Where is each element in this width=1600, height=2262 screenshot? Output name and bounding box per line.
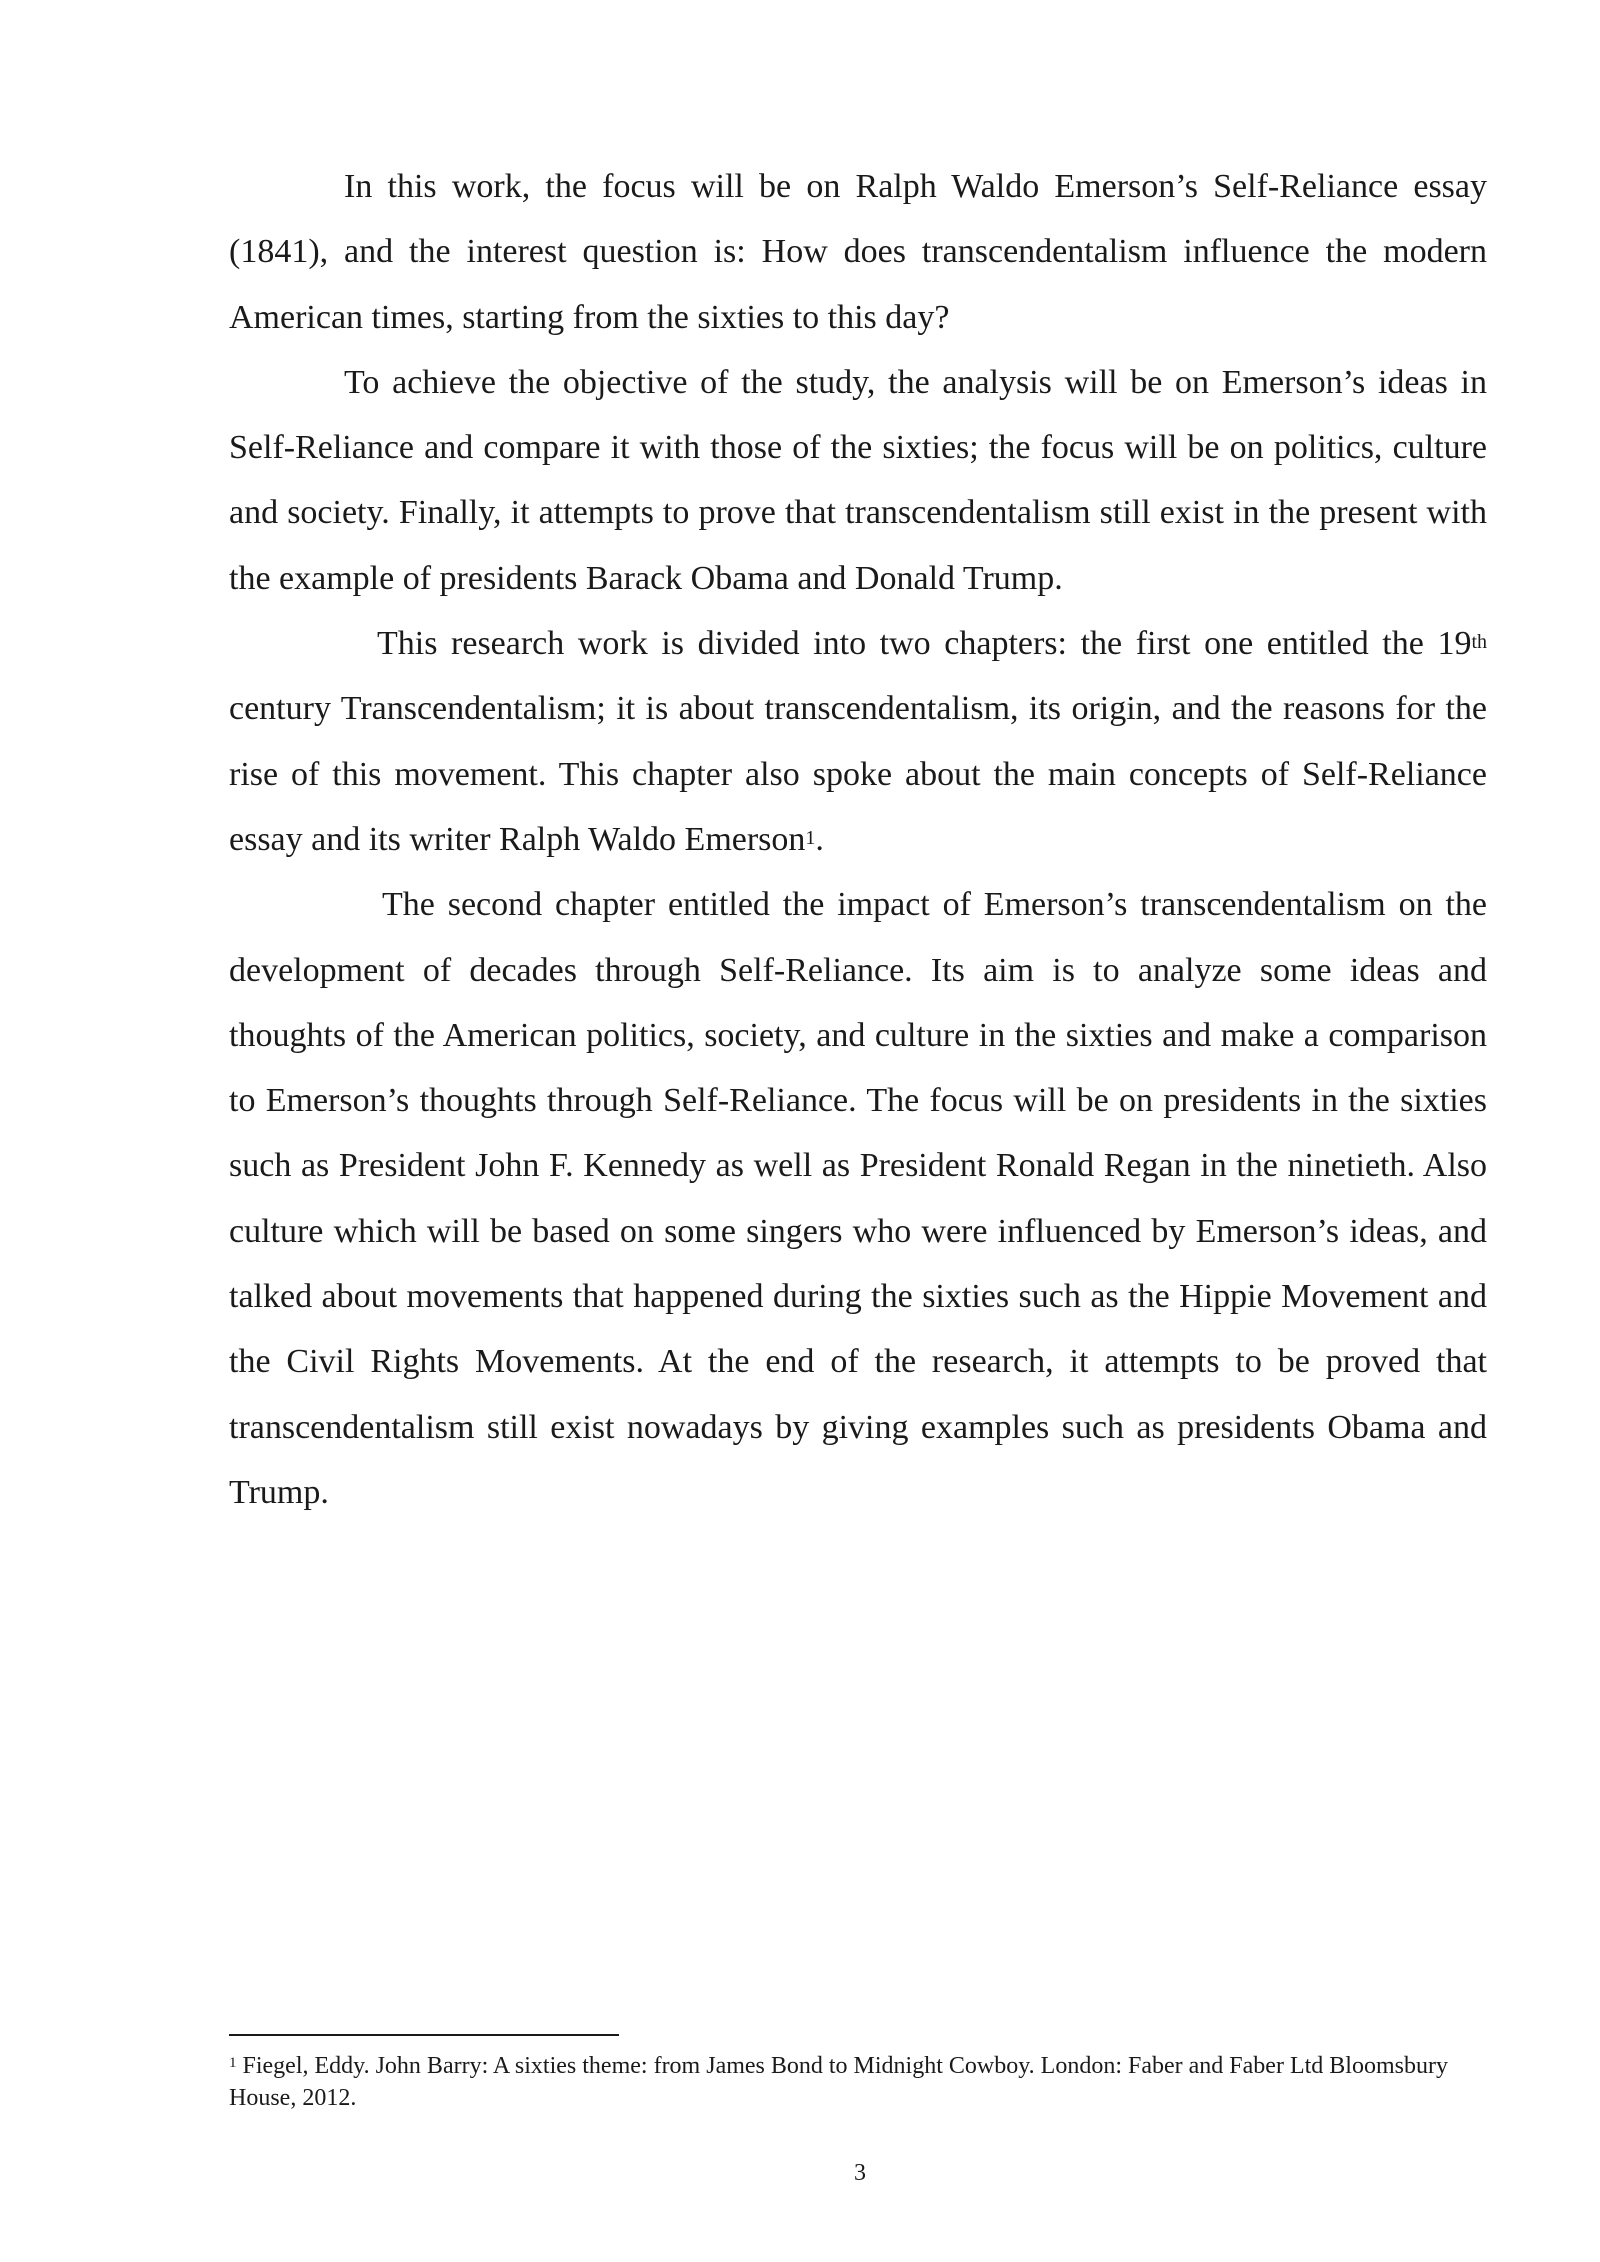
paragraph-intro: In this work, the focus will be on Ralph Waldo Emerson’s Self-Reliance essay (1841), and the interest question is: How does transcendentalism influence the modern American times, starting from the sixties to this day? [229, 168, 1487, 336]
paragraph-objective: To achieve the objective of the study, the analysis will be on Emerson’s ideas in Self-Reliance and compare it with those of the sixties; the focus will be on politics, culture and society. Finally, it attempts to prove that transcendentalism still exist in the present with the example of presidents Barack Obama and Donald Trump. [229, 363, 1487, 597]
ordinal-superscript: th [1471, 631, 1487, 654]
footnote-marker: 1 [229, 2055, 237, 2071]
paragraph-chapter-one [229, 611, 1487, 872]
paragraph-chapter-one-text-cont: century Transcendentalism; it is about transcendentalism, its origin, and the reasons for the rise of this movement. This chapter also spoke about the main concepts of Self-Reliance essay and its writer Ralph Waldo Emerson [229, 690, 1487, 858]
page-number: 3 [854, 2160, 866, 2186]
paragraph-chapter-one-end: . [815, 820, 824, 858]
footnote-separator [229, 2034, 619, 2036]
body-text [229, 154, 1487, 1525]
footnote-reference[interactable]: 1 [805, 826, 816, 849]
paragraph-chapter-one-text: This research work is divided into two chapters: the first one entitled the 19 [377, 625, 1472, 663]
footnote-text: Fiegel, Eddy. John Barry: A sixties theme: from James Bond to Midnight Cowboy. London: Faber and Faber Ltd Bloomsbury House, 2012. [229, 2053, 1448, 2111]
footnote [229, 2050, 1487, 2114]
paragraph-chapter-two: The second chapter entitled the impact of Emerson’s transcendentalism on the development of decades through Self-Reliance. Its aim is to analyze some ideas and thoughts of the American politics, society, and culture in the sixties and make a comparison to Emerson’s thoughts through Self-Reliance. The focus will be on presidents in the sixties such as President John F. Kennedy as well as President Ronald Regan in the ninetieth. Also culture which will be based on some singers who were influenced by Emerson’s ideas, and talked about movements that happened during the sixties such as the Hippie Movement and the Civil Rights Movements. At the end of the research, it attempts to be proved that transcendentalism still exist nowadays by giving examples such as presidents Obama and Trump. [229, 886, 1487, 1511]
